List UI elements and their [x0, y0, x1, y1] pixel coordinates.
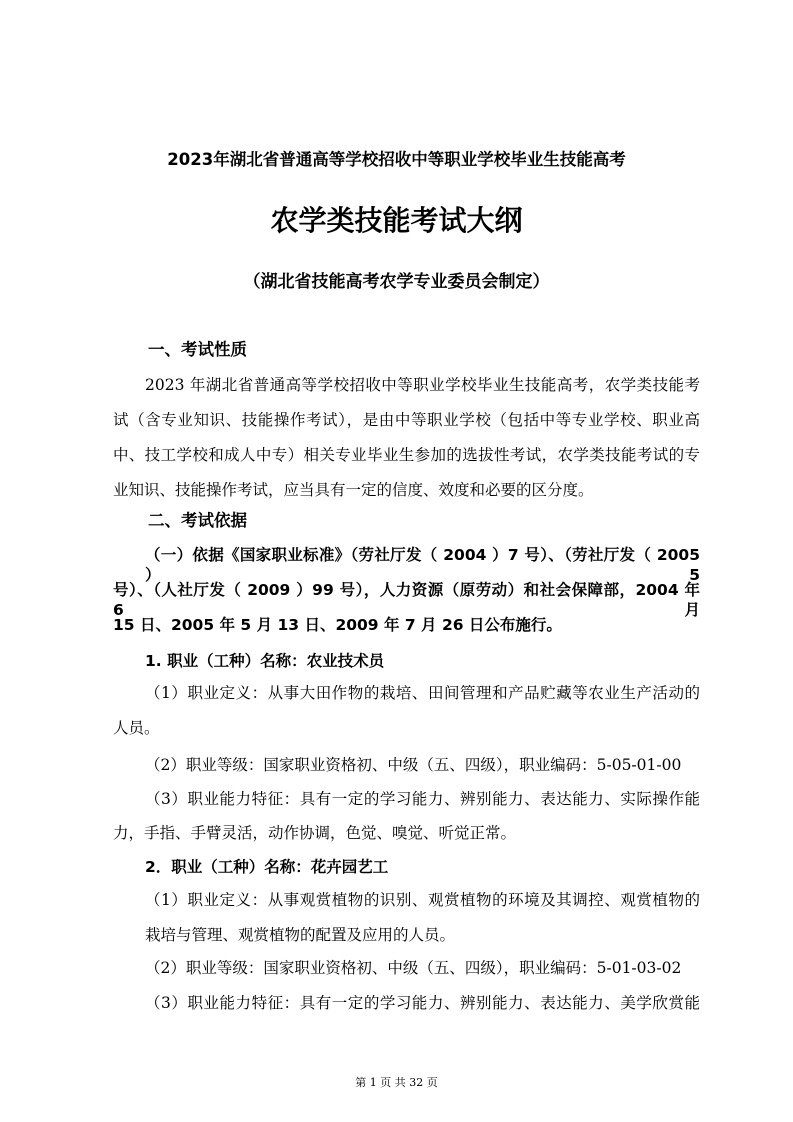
basis-line: （一）依据《国家职业标准》（劳社厅发（ 2004 ）7 号）、（劳社厅发（ 2005 ）5	[145, 546, 700, 584]
job1-definition: （1）职业定义：从事大田作物的栽培、田间管理和产品贮藏等农业生产活动的	[145, 684, 700, 702]
job1-definition-cont: 人员。	[113, 719, 160, 737]
job2-definition-cont: 栽培与管理、观赏植物的配置及应用的人员。	[145, 926, 456, 944]
job1-ability: （3）职业能力特征：具有一定的学习能力、辨别能力、表达能力、实际操作能	[145, 790, 700, 808]
section-heading-basis: 二、考试依据	[148, 511, 247, 530]
job2-ability: （3）职业能力特征：具有一定的学习能力、辨别能力、表达能力、美学欣赏能	[145, 994, 700, 1012]
job1-title: 1. 职业（工种）名称：农业技术员	[145, 652, 385, 670]
document-subtitle: （湖北省技能高考农学专业委员会制定）	[243, 272, 550, 292]
job1-level: （2）职业等级：国家职业资格初、中级（五、四级），职业编码：5-05-01-00	[145, 756, 682, 774]
paragraph-line: 业知识、技能操作考试，应当具有一定的信度、效度和必要的区分度。	[113, 481, 594, 499]
page-footer: 第 1 页 共 32 页	[355, 1076, 438, 1089]
document-title: 农学类技能考试大纲	[270, 204, 523, 237]
paragraph-line: 2023 年湖北省普通高等学校招收中等职业学校毕业生技能高考，农学类技能考	[145, 376, 700, 394]
job2-level: （2）职业等级：国家职业资格初、中级（五、四级），职业编码：5-01-03-02	[145, 959, 682, 977]
basis-line: 15 日、2005 年 5 月 13 日、2009 年 7 月 26 日公布施行。	[113, 616, 562, 634]
document-title-line1: 2023年湖北省普通高等学校招收中等职业学校毕业生技能高考	[167, 150, 626, 169]
job2-definition: （1）职业定义：从事观赏植物的识别、观赏植物的环境及其调控、观赏植物的	[145, 891, 700, 909]
job2-title: 2．职业（工种）名称：花卉园艺工	[145, 858, 389, 876]
paragraph-line: 试（含专业知识、技能操作考试），是由中等职业学校（包括中等专业学校、职业高	[113, 411, 700, 429]
paragraph-line: 中、技工学校和成人中专）相关专业毕业生参加的选拔性考试，农学类技能考试的专	[113, 446, 700, 464]
section-heading-nature: 一、考试性质	[148, 340, 247, 359]
job1-ability-cont: 力，手指、手臂灵活，动作协调，色觉、嗅觉、听觉正常。	[113, 824, 517, 842]
basis-line: 号）、（人社厅发（ 2009 ）99 号），人力资源（原劳动）和社会保障部，2004 年 6 月	[113, 581, 700, 619]
